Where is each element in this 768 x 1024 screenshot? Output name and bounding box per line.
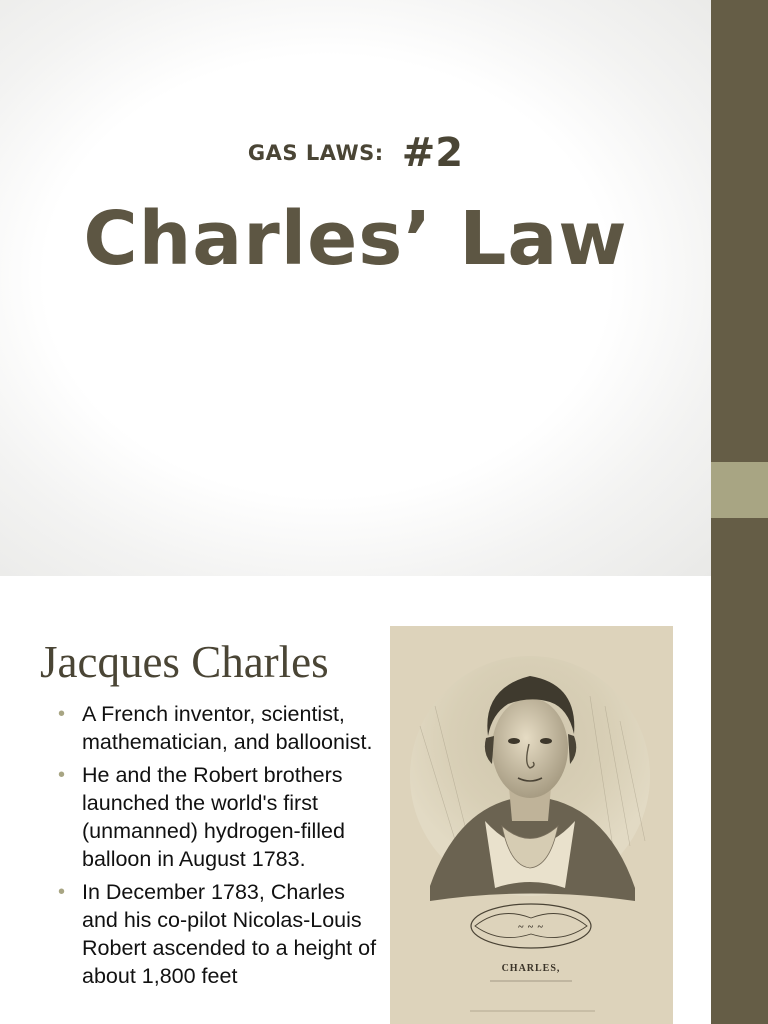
subtitle-text: GAS LAWS: xyxy=(247,141,384,165)
list-item xyxy=(58,700,378,756)
subtitle-number: #2 xyxy=(401,130,464,176)
sidebar-stripe-2 xyxy=(711,576,768,1024)
portrait-image xyxy=(390,626,673,1024)
portrait-engraving xyxy=(390,626,673,1024)
sidebar-accent xyxy=(711,462,768,518)
bullet-text: He and the Robert brothers launched the world's first (unmanned) hydrogen-filled balloon in August 1783. xyxy=(82,763,345,871)
list-item xyxy=(58,878,378,990)
content-slide-heading: Jacques Charles xyxy=(40,637,329,687)
list-item xyxy=(58,761,378,873)
bullet-icon: • xyxy=(58,764,66,786)
slide-title: Charles’ Law xyxy=(83,196,628,282)
bullet-text: A French inventor, scientist, mathematician, and balloonist. xyxy=(82,702,373,754)
bullet-icon: • xyxy=(58,881,66,903)
bullet-icon: • xyxy=(58,703,66,725)
caption-ornament-text: ~ ~ ~ xyxy=(518,922,544,933)
bullet-text: In December 1783, Charles and his co-pilot Nicolas-Louis Robert ascended to a height of about 1,800 feet xyxy=(82,880,377,988)
portrait-caption: CHARLES, xyxy=(501,963,561,974)
slide-subtitle xyxy=(0,130,711,176)
bullet-list xyxy=(58,700,378,995)
